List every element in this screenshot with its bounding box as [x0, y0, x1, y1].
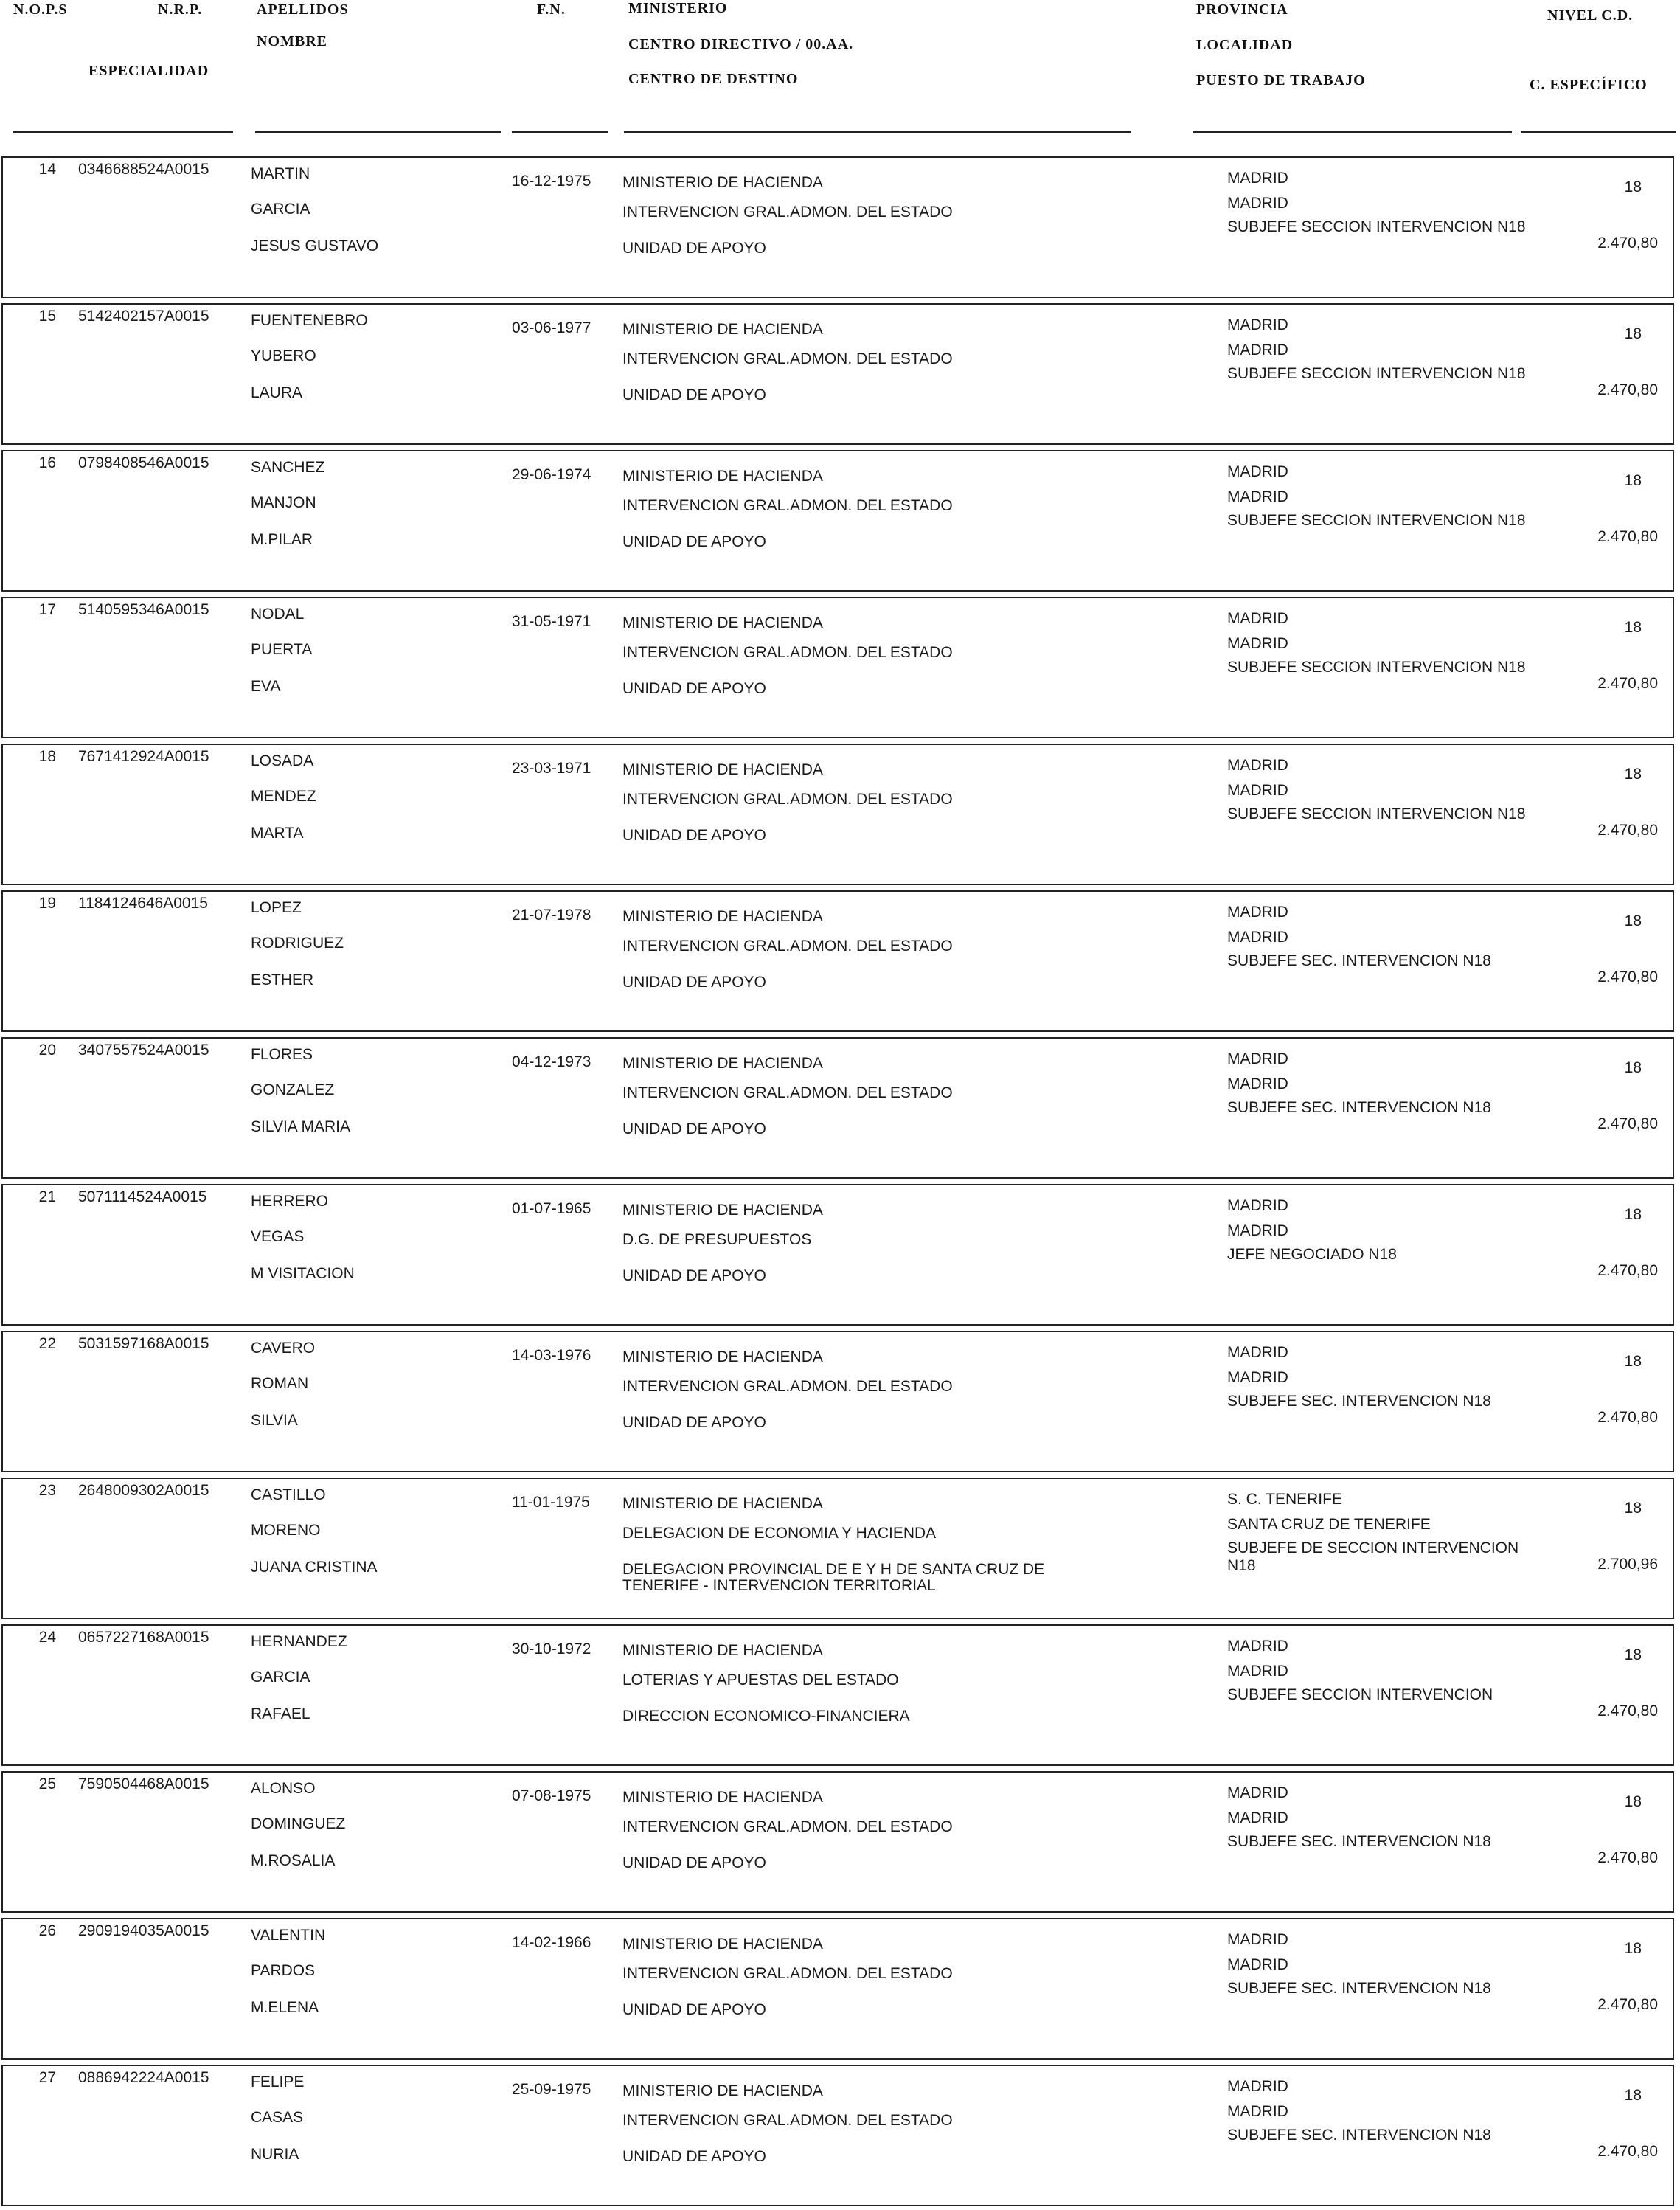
record-centro-destino: UNIDAD DE APOYO: [622, 533, 766, 550]
record-row: [1, 1771, 1674, 1913]
record-fecha-nacimiento: 04-12-1973: [512, 1053, 591, 1070]
record-nops: 26: [38, 1922, 56, 1939]
header-ministerio: MINISTERIO: [628, 0, 728, 16]
record-centro-directivo: INTERVENCION GRAL.ADMON. DEL ESTADO: [622, 204, 953, 221]
record-centro-directivo: INTERVENCION GRAL.ADMON. DEL ESTADO: [622, 1378, 953, 1395]
record-puesto: SUBJEFE DE SECCION INTERVENCION N18: [1227, 1539, 1519, 1574]
record-provincia: MADRID: [1227, 170, 1288, 187]
record-ministerio: MINISTERIO DE HACIENDA: [622, 1348, 823, 1365]
record-apellido1: LOSADA: [251, 752, 314, 769]
record-localidad: MADRID: [1227, 1369, 1288, 1386]
record-provincia: MADRID: [1227, 757, 1288, 774]
record-nivel: 18: [1624, 1206, 1642, 1223]
record-apellido2: DOMINGUEZ: [251, 1815, 346, 1832]
record-row: [1, 1331, 1674, 1472]
record-apellido1: CAVERO: [251, 1340, 316, 1357]
record-apellido2: ROMAN: [251, 1375, 309, 1392]
record-centro-directivo: INTERVENCION GRAL.ADMON. DEL ESTADO: [622, 791, 953, 808]
record-puesto: SUBJEFE SECCION INTERVENCION N18: [1227, 218, 1526, 235]
record-row: [1, 597, 1674, 738]
record-puesto: SUBJEFE SEC. INTERVENCION N18: [1227, 1099, 1491, 1116]
record-fecha-nacimiento: 11-01-1975: [512, 1494, 590, 1511]
record-provincia: MADRID: [1227, 1050, 1288, 1067]
record-puesto: SUBJEFE SECCION INTERVENCION N18: [1227, 806, 1526, 822]
record-nops: 18: [38, 748, 56, 765]
record-row: [1, 1478, 1674, 1619]
record-nops: 19: [38, 895, 56, 912]
record-row: [1, 156, 1674, 298]
record-fecha-nacimiento: 23-03-1971: [512, 760, 591, 777]
record-provincia: MADRID: [1227, 1344, 1288, 1361]
record-apellido1: VALENTIN: [251, 1927, 326, 1944]
record-especifico: 2.470,80: [1597, 528, 1658, 545]
record-localidad: MADRID: [1227, 635, 1288, 652]
record-nops: 27: [38, 2069, 56, 2086]
header-rule: [1193, 131, 1512, 133]
record-puesto: SUBJEFE SEC. INTERVENCION N18: [1227, 1393, 1491, 1410]
header-fn: F.N.: [537, 1, 566, 18]
record-centro-destino: UNIDAD DE APOYO: [622, 1120, 766, 1137]
record-centro-directivo: INTERVENCION GRAL.ADMON. DEL ESTADO: [622, 497, 953, 514]
record-nrp: 0657227168A0015: [78, 1629, 209, 1646]
record-especifico: 2.470,80: [1597, 1115, 1658, 1132]
record-especifico: 2.470,80: [1597, 1262, 1658, 1279]
header-centro-directivo: CENTRO DIRECTIVO / 00.AA.: [628, 36, 854, 52]
record-localidad: MADRID: [1227, 1075, 1288, 1092]
record-nops: 25: [38, 1776, 56, 1792]
record-nombre: JESUS GUSTAVO: [251, 238, 379, 254]
record-puesto: SUBJEFE SECCION INTERVENCION N18: [1227, 512, 1526, 529]
record-nombre: SILVIA: [251, 1412, 298, 1429]
record-nops: 22: [38, 1335, 56, 1352]
record-nrp: 2909194035A0015: [78, 1922, 209, 1939]
record-apellido1: FUENTENEBRO: [251, 312, 368, 329]
record-centro-directivo: INTERVENCION GRAL.ADMON. DEL ESTADO: [622, 1965, 953, 1982]
record-centro-destino: UNIDAD DE APOYO: [622, 1854, 766, 1871]
record-centro-directivo: INTERVENCION GRAL.ADMON. DEL ESTADO: [622, 2112, 953, 2129]
record-fecha-nacimiento: 31-05-1971: [512, 613, 591, 630]
record-ministerio: MINISTERIO DE HACIENDA: [622, 174, 823, 191]
record-localidad: MADRID: [1227, 929, 1288, 946]
record-apellido2: MENDEZ: [251, 788, 316, 805]
record-nombre: M VISITACION: [251, 1265, 355, 1282]
record-centro-destino: UNIDAD DE APOYO: [622, 974, 766, 991]
record-apellido2: VEGAS: [251, 1228, 305, 1245]
record-fecha-nacimiento: 30-10-1972: [512, 1641, 591, 1658]
record-apellido1: HERNANDEZ: [251, 1633, 347, 1650]
record-provincia: S. C. TENERIFE: [1227, 1491, 1342, 1508]
record-especifico: 2.470,80: [1597, 822, 1658, 839]
record-nops: 15: [38, 308, 56, 325]
record-especifico: 2.470,80: [1597, 969, 1658, 986]
record-especifico: 2.470,80: [1597, 1849, 1658, 1866]
record-fecha-nacimiento: 03-06-1977: [512, 319, 591, 336]
record-centro-directivo: DELEGACION DE ECONOMIA Y HACIENDA: [622, 1525, 937, 1542]
record-nops: 16: [38, 454, 56, 471]
record-row: [1, 1184, 1674, 1326]
record-localidad: MADRID: [1227, 1956, 1288, 1973]
record-nombre: NURIA: [251, 2146, 299, 2163]
record-especifico: 2.470,80: [1597, 1409, 1658, 1426]
record-apellido1: FLORES: [251, 1046, 313, 1063]
record-nombre: LAURA: [251, 384, 303, 401]
record-fecha-nacimiento: 25-09-1975: [512, 2081, 591, 2098]
record-nombre: M.PILAR: [251, 531, 313, 548]
record-apellido2: MORENO: [251, 1522, 321, 1539]
header-especifico: C. ESPECÍFICO: [1530, 77, 1648, 93]
record-localidad: MADRID: [1227, 342, 1288, 358]
record-puesto: SUBJEFE SEC. INTERVENCION N18: [1227, 2127, 1491, 2144]
record-apellido1: CASTILLO: [251, 1486, 326, 1503]
record-apellido2: PARDOS: [251, 1962, 316, 1979]
record-row: [1, 744, 1674, 885]
record-apellido1: HERRERO: [251, 1193, 329, 1210]
record-ministerio: MINISTERIO DE HACIENDA: [622, 1055, 823, 1072]
record-centro-directivo: D.G. DE PRESUPUESTOS: [622, 1231, 812, 1248]
record-ministerio: MINISTERIO DE HACIENDA: [622, 1495, 823, 1512]
record-ministerio: MINISTERIO DE HACIENDA: [622, 1642, 823, 1659]
record-nombre: ESTHER: [251, 971, 314, 988]
record-provincia: MADRID: [1227, 1197, 1288, 1214]
record-centro-destino: UNIDAD DE APOYO: [622, 1414, 766, 1431]
record-nombre: EVA: [251, 678, 281, 695]
record-centro-directivo: INTERVENCION GRAL.ADMON. DEL ESTADO: [622, 938, 953, 955]
record-nivel: 18: [1624, 619, 1642, 636]
record-nivel: 18: [1624, 1500, 1642, 1517]
header-nops: N.O.P.S: [13, 1, 68, 18]
record-especifico: 2.470,80: [1597, 1996, 1658, 2013]
record-nrp: 7671412924A0015: [78, 748, 209, 765]
record-nrp: 5071114524A0015: [78, 1188, 207, 1205]
record-provincia: MADRID: [1227, 316, 1288, 333]
record-fecha-nacimiento: 14-02-1966: [512, 1934, 591, 1951]
record-nombre: MARTA: [251, 825, 304, 842]
record-provincia: MADRID: [1227, 2078, 1288, 2095]
record-puesto: SUBJEFE SECCION INTERVENCION: [1227, 1686, 1493, 1703]
record-provincia: MADRID: [1227, 1784, 1288, 1801]
record-nivel: 18: [1624, 1353, 1642, 1370]
record-provincia: MADRID: [1227, 1638, 1288, 1655]
header-nivel: NIVEL C.D.: [1547, 7, 1634, 24]
header-nombre: NOMBRE: [257, 33, 327, 49]
record-fecha-nacimiento: 29-06-1974: [512, 466, 591, 483]
record-nivel: 18: [1624, 2087, 1642, 2104]
record-centro-directivo: INTERVENCION GRAL.ADMON. DEL ESTADO: [622, 1818, 953, 1835]
record-apellido2: PUERTA: [251, 641, 313, 658]
record-puesto: SUBJEFE SECCION INTERVENCION N18: [1227, 659, 1526, 676]
record-apellido2: RODRIGUEZ: [251, 935, 344, 952]
record-especifico: 2.700,96: [1597, 1556, 1658, 1573]
record-nivel: 18: [1624, 325, 1642, 342]
record-nivel: 18: [1624, 1940, 1642, 1957]
record-nrp: 2648009302A0015: [78, 1482, 209, 1499]
record-puesto: SUBJEFE SEC. INTERVENCION N18: [1227, 1833, 1491, 1850]
header-apellidos: APELLIDOS: [257, 1, 349, 18]
record-apellido1: FELIPE: [251, 2074, 305, 2091]
record-apellido1: MARTIN: [251, 165, 310, 182]
record-localidad: MADRID: [1227, 782, 1288, 799]
record-centro-directivo: INTERVENCION GRAL.ADMON. DEL ESTADO: [622, 350, 953, 367]
record-nombre: M.ELENA: [251, 1999, 319, 2016]
record-localidad: MADRID: [1227, 195, 1288, 212]
header-provincia: PROVINCIA: [1196, 1, 1288, 18]
record-apellido1: NODAL: [251, 606, 305, 623]
record-puesto: JEFE NEGOCIADO N18: [1227, 1246, 1397, 1263]
record-puesto: SUBJEFE SECCION INTERVENCION N18: [1227, 365, 1526, 382]
record-centro-directivo: INTERVENCION GRAL.ADMON. DEL ESTADO: [622, 644, 953, 661]
header-rule: [512, 131, 608, 133]
record-nrp: 0346688524A0015: [78, 161, 209, 178]
record-apellido2: GARCIA: [251, 201, 310, 218]
record-nrp: 3407557524A0015: [78, 1042, 209, 1059]
record-row: [1, 1918, 1674, 2060]
record-nops: 23: [38, 1482, 56, 1499]
record-ministerio: MINISTERIO DE HACIENDA: [622, 321, 823, 338]
record-fecha-nacimiento: 16-12-1975: [512, 173, 591, 190]
header-rule: [13, 131, 233, 133]
record-row: [1, 450, 1674, 592]
record-puesto: SUBJEFE SEC. INTERVENCION N18: [1227, 1980, 1491, 1997]
record-nivel: 18: [1624, 912, 1642, 929]
record-centro-destino: DELEGACION PROVINCIAL DE E Y H DE SANTA CRUZ DE TENERIFE - INTERVENCION TERRITORIAL: [622, 1561, 1045, 1594]
record-especifico: 2.470,80: [1597, 235, 1658, 252]
record-centro-directivo: LOTERIAS Y APUESTAS DEL ESTADO: [622, 1672, 899, 1688]
record-nrp: 5140595346A0015: [78, 601, 209, 618]
record-provincia: MADRID: [1227, 904, 1288, 921]
record-apellido2: CASAS: [251, 2109, 304, 2126]
record-puesto: SUBJEFE SEC. INTERVENCION N18: [1227, 952, 1491, 969]
record-nrp: 1184124646A0015: [78, 895, 208, 912]
header-nrp: N.R.P.: [158, 1, 203, 18]
record-ministerio: MINISTERIO DE HACIENDA: [622, 761, 823, 778]
record-row: [1, 890, 1674, 1032]
record-nivel: 18: [1624, 1646, 1642, 1663]
record-apellido2: YUBERO: [251, 347, 316, 364]
record-nombre: RAFAEL: [251, 1705, 310, 1722]
record-centro-destino: UNIDAD DE APOYO: [622, 2001, 766, 2018]
record-ministerio: MINISTERIO DE HACIENDA: [622, 2082, 823, 2099]
record-row: [1, 1037, 1674, 1179]
record-nivel: 18: [1624, 766, 1642, 783]
record-ministerio: MINISTERIO DE HACIENDA: [622, 1202, 823, 1219]
record-centro-destino: UNIDAD DE APOYO: [622, 2148, 766, 2165]
record-ministerio: MINISTERIO DE HACIENDA: [622, 614, 823, 631]
record-ministerio: MINISTERIO DE HACIENDA: [622, 1936, 823, 1953]
record-ministerio: MINISTERIO DE HACIENDA: [622, 908, 823, 925]
record-centro-directivo: INTERVENCION GRAL.ADMON. DEL ESTADO: [622, 1084, 953, 1101]
record-nombre: M.ROSALIA: [251, 1852, 336, 1869]
record-nivel: 18: [1624, 179, 1642, 195]
record-fecha-nacimiento: 07-08-1975: [512, 1787, 591, 1804]
record-nivel: 18: [1624, 1059, 1642, 1076]
record-row: [1, 303, 1674, 445]
record-apellido2: GARCIA: [251, 1669, 310, 1686]
record-centro-destino: UNIDAD DE APOYO: [622, 387, 766, 403]
record-row: [1, 2065, 1674, 2206]
record-nrp: 5031597168A0015: [78, 1335, 209, 1352]
record-nivel: 18: [1624, 1793, 1642, 1810]
header-rule: [1521, 131, 1676, 133]
record-nops: 24: [38, 1629, 56, 1646]
record-nrp: 7590504468A0015: [78, 1776, 209, 1792]
record-centro-destino: UNIDAD DE APOYO: [622, 827, 766, 844]
record-provincia: MADRID: [1227, 1931, 1288, 1948]
record-localidad: MADRID: [1227, 488, 1288, 505]
record-row: [1, 1624, 1674, 1766]
record-provincia: MADRID: [1227, 610, 1288, 627]
record-centro-destino: UNIDAD DE APOYO: [622, 1267, 766, 1284]
record-localidad: MADRID: [1227, 2103, 1288, 2120]
record-fecha-nacimiento: 01-07-1965: [512, 1200, 591, 1217]
record-nivel: 18: [1624, 472, 1642, 489]
record-especifico: 2.470,80: [1597, 2143, 1658, 2160]
header-rule: [255, 131, 501, 133]
record-apellido1: SANCHEZ: [251, 459, 325, 476]
record-localidad: SANTA CRUZ DE TENERIFE: [1227, 1516, 1431, 1533]
record-nrp: 0798408546A0015: [78, 454, 209, 471]
record-nombre: JUANA CRISTINA: [251, 1559, 378, 1576]
record-nops: 17: [38, 601, 56, 618]
record-ministerio: MINISTERIO DE HACIENDA: [622, 1789, 823, 1806]
record-centro-destino: UNIDAD DE APOYO: [622, 240, 766, 257]
record-ministerio: MINISTERIO DE HACIENDA: [622, 468, 823, 485]
record-apellido1: LOPEZ: [251, 899, 302, 916]
record-especifico: 2.470,80: [1597, 675, 1658, 692]
record-apellido2: MANJON: [251, 494, 316, 511]
record-nops: 20: [38, 1042, 56, 1059]
record-especifico: 2.470,80: [1597, 1702, 1658, 1719]
record-provincia: MADRID: [1227, 463, 1288, 480]
record-localidad: MADRID: [1227, 1663, 1288, 1680]
header-puesto: PUESTO DE TRABAJO: [1196, 72, 1366, 89]
record-especifico: 2.470,80: [1597, 381, 1658, 398]
header-localidad: LOCALIDAD: [1196, 37, 1294, 53]
header-rule: [624, 131, 1131, 133]
record-nombre: SILVIA MARIA: [251, 1118, 350, 1135]
record-localidad: MADRID: [1227, 1809, 1288, 1826]
record-apellido2: GONZALEZ: [251, 1081, 335, 1098]
record-centro-destino: UNIDAD DE APOYO: [622, 680, 766, 697]
record-fecha-nacimiento: 21-07-1978: [512, 907, 591, 924]
record-nrp: 5142402157A0015: [78, 308, 209, 325]
record-centro-destino: DIRECCION ECONOMICO-FINANCIERA: [622, 1708, 910, 1725]
record-localidad: MADRID: [1227, 1222, 1288, 1239]
header-centro-destino: CENTRO DE DESTINO: [628, 71, 799, 87]
record-nrp: 0886942224A0015: [78, 2069, 209, 2086]
record-apellido1: ALONSO: [251, 1780, 316, 1797]
record-fecha-nacimiento: 14-03-1976: [512, 1347, 591, 1364]
record-nops: 14: [38, 161, 56, 178]
record-nops: 21: [38, 1188, 56, 1205]
header-especialidad: ESPECIALIDAD: [88, 63, 209, 79]
